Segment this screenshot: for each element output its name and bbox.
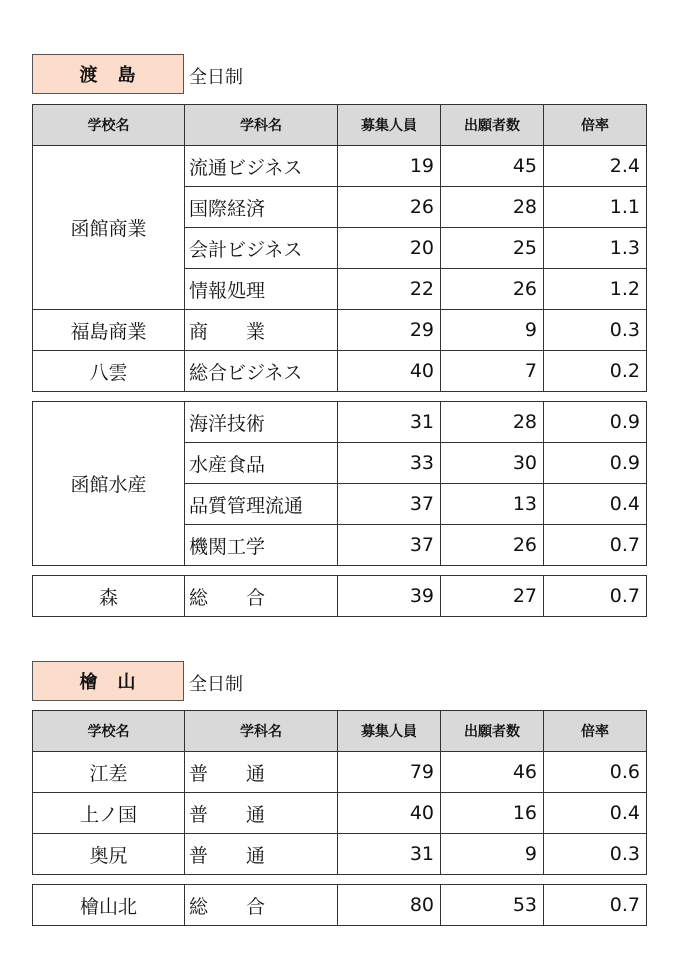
enrollment-table bbox=[32, 104, 647, 617]
school-name-cell: 上ノ国 bbox=[33, 793, 185, 834]
ratio-cell: 0.6 bbox=[544, 752, 647, 793]
school-type-label: 全日制 bbox=[189, 67, 243, 88]
header-ratio: 倍率 bbox=[544, 105, 647, 146]
table-row bbox=[33, 752, 647, 793]
course-name-cell: 普 通 bbox=[185, 752, 338, 793]
ratio-cell: 0.4 bbox=[544, 793, 647, 834]
course-name-cell: 機関工学 bbox=[185, 525, 338, 566]
capacity-cell: 40 bbox=[338, 793, 441, 834]
capacity-cell: 37 bbox=[338, 484, 441, 525]
table-body bbox=[33, 752, 647, 926]
school-type-label: 全日制 bbox=[189, 674, 243, 695]
header-applicants: 出願者数 bbox=[441, 711, 544, 752]
table-gap-cell bbox=[33, 566, 647, 576]
ratio-cell: 1.1 bbox=[544, 187, 647, 228]
ratio-cell: 0.3 bbox=[544, 310, 647, 351]
course-name-cell: 国際経済 bbox=[185, 187, 338, 228]
capacity-cell: 40 bbox=[338, 351, 441, 392]
applicants-cell: 45 bbox=[441, 146, 544, 187]
header-school: 学校名 bbox=[33, 711, 185, 752]
header-course: 学科名 bbox=[185, 105, 338, 146]
ratio-cell: 0.9 bbox=[544, 443, 647, 484]
applicants-cell: 28 bbox=[441, 187, 544, 228]
header-ratio: 倍率 bbox=[544, 711, 647, 752]
course-name-cell: 商 業 bbox=[185, 310, 338, 351]
course-name-cell: 海洋技術 bbox=[185, 402, 338, 443]
table-header-row bbox=[33, 105, 647, 146]
header-course: 学科名 bbox=[185, 711, 338, 752]
table-gap bbox=[33, 875, 647, 885]
table-row bbox=[33, 310, 647, 351]
table-row bbox=[33, 146, 647, 187]
table-row bbox=[33, 402, 647, 443]
capacity-cell: 31 bbox=[338, 834, 441, 875]
capacity-cell: 20 bbox=[338, 228, 441, 269]
course-name-cell: 普 通 bbox=[185, 793, 338, 834]
table-gap bbox=[33, 392, 647, 402]
table-row bbox=[33, 793, 647, 834]
capacity-cell: 29 bbox=[338, 310, 441, 351]
capacity-cell: 80 bbox=[338, 885, 441, 926]
capacity-cell: 22 bbox=[338, 269, 441, 310]
capacity-cell: 79 bbox=[338, 752, 441, 793]
table-row bbox=[33, 351, 647, 392]
ratio-cell: 1.2 bbox=[544, 269, 647, 310]
school-name-cell: 江差 bbox=[33, 752, 185, 793]
region-label-oshima: 渡 島 bbox=[32, 54, 184, 94]
header-capacity: 募集人員 bbox=[338, 711, 441, 752]
capacity-cell: 39 bbox=[338, 576, 441, 617]
applicants-cell: 53 bbox=[441, 885, 544, 926]
course-name-cell: 普 通 bbox=[185, 834, 338, 875]
applicants-cell: 9 bbox=[441, 834, 544, 875]
course-name-cell: 総 合 bbox=[185, 576, 338, 617]
table-gap-cell bbox=[33, 875, 647, 885]
ratio-cell: 0.7 bbox=[544, 576, 647, 617]
course-name-cell: 総合ビジネス bbox=[185, 351, 338, 392]
capacity-cell: 19 bbox=[338, 146, 441, 187]
school-name-cell: 奥尻 bbox=[33, 834, 185, 875]
school-name-cell: 函館商業 bbox=[33, 146, 185, 310]
header-capacity: 募集人員 bbox=[338, 105, 441, 146]
applicants-cell: 25 bbox=[441, 228, 544, 269]
applicants-cell: 28 bbox=[441, 402, 544, 443]
applicants-cell: 30 bbox=[441, 443, 544, 484]
course-name-cell: 総 合 bbox=[185, 885, 338, 926]
table-row bbox=[33, 576, 647, 617]
table-row bbox=[33, 834, 647, 875]
table-header-row bbox=[33, 711, 647, 752]
capacity-cell: 26 bbox=[338, 187, 441, 228]
ratio-cell: 0.7 bbox=[544, 885, 647, 926]
course-name-cell: 情報処理 bbox=[185, 269, 338, 310]
school-name-cell: 福島商業 bbox=[33, 310, 185, 351]
school-name-cell: 八雲 bbox=[33, 351, 185, 392]
course-name-cell: 品質管理流通 bbox=[185, 484, 338, 525]
ratio-cell: 2.4 bbox=[544, 146, 647, 187]
table-gap bbox=[33, 566, 647, 576]
applicants-cell: 16 bbox=[441, 793, 544, 834]
capacity-cell: 31 bbox=[338, 402, 441, 443]
applicants-cell: 26 bbox=[441, 525, 544, 566]
ratio-cell: 0.4 bbox=[544, 484, 647, 525]
ratio-cell: 0.9 bbox=[544, 402, 647, 443]
course-name-cell: 流通ビジネス bbox=[185, 146, 338, 187]
applicants-cell: 13 bbox=[441, 484, 544, 525]
applicants-cell: 27 bbox=[441, 576, 544, 617]
region-label-hiyama: 檜 山 bbox=[32, 661, 184, 701]
course-name-cell: 会計ビジネス bbox=[185, 228, 338, 269]
course-name-cell: 水産食品 bbox=[185, 443, 338, 484]
capacity-cell: 33 bbox=[338, 443, 441, 484]
capacity-cell: 37 bbox=[338, 525, 441, 566]
school-name-cell: 森 bbox=[33, 576, 185, 617]
applicants-cell: 26 bbox=[441, 269, 544, 310]
school-name-cell: 檜山北 bbox=[33, 885, 185, 926]
ratio-cell: 0.3 bbox=[544, 834, 647, 875]
ratio-cell: 0.2 bbox=[544, 351, 647, 392]
table-gap-cell bbox=[33, 392, 647, 402]
header-applicants: 出願者数 bbox=[441, 105, 544, 146]
header-school: 学校名 bbox=[33, 105, 185, 146]
applicants-cell: 9 bbox=[441, 310, 544, 351]
table-row bbox=[33, 885, 647, 926]
applicants-cell: 46 bbox=[441, 752, 544, 793]
ratio-cell: 0.7 bbox=[544, 525, 647, 566]
enrollment-table bbox=[32, 710, 647, 926]
ratio-cell: 1.3 bbox=[544, 228, 647, 269]
table-body bbox=[33, 146, 647, 617]
applicants-cell: 7 bbox=[441, 351, 544, 392]
school-name-cell: 函館水産 bbox=[33, 402, 185, 566]
